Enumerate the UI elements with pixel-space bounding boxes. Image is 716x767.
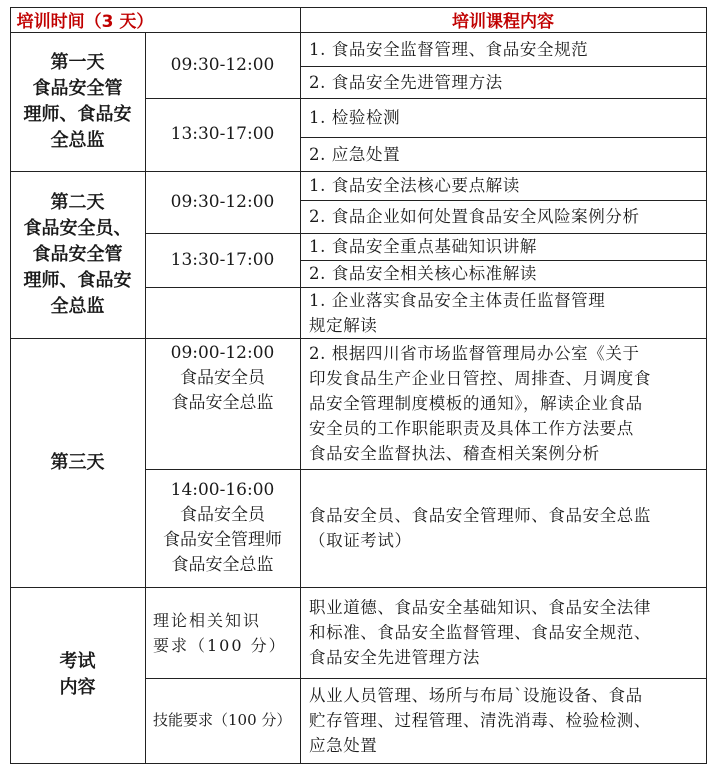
exam-requirement-text [153, 708, 294, 733]
text-line: 13:30-17:00 [170, 249, 275, 270]
text-line: 1. 食品安全监督管理、食品安全规范 [309, 39, 589, 59]
day-label-2 [10, 171, 145, 338]
header-time: 培训时间（3 天） [16, 12, 154, 32]
course-item-text [309, 204, 700, 229]
text-line: 和标准、食品安全监督管理、食品安全规范、 [309, 623, 651, 642]
header-course: 培训课程内容 [452, 12, 554, 32]
text-line: 09:00-12:00 [170, 342, 275, 363]
exam-content-text [309, 683, 700, 758]
text-line: 内容 [59, 677, 96, 698]
course-item [300, 98, 706, 137]
exam-content [300, 587, 706, 678]
text-line: 2. 应急处置 [309, 144, 401, 164]
course-item-text [309, 234, 700, 259]
text-line: 食品安全总监 [171, 392, 274, 413]
text-line: 食品安全员 [180, 505, 265, 525]
table-rule [706, 32, 707, 763]
course-item [300, 338, 706, 469]
text-line: 贮存管理、过程管理、清洗消毒、检验检测、 [309, 711, 651, 730]
text-line: 食品安全管 [32, 77, 123, 99]
text-line: 理论相关知识 [153, 610, 262, 630]
course-item [300, 200, 706, 233]
text-line: 食品安全先进管理方法 [309, 648, 480, 667]
session-time [145, 98, 300, 171]
text-line: 从业人员管理、场所与布局`设施设备、食品 [309, 686, 643, 705]
text-line: 1. 食品安全法核心要点解读 [309, 176, 520, 195]
session-time [145, 32, 300, 98]
text-line: 13:30-17:00 [170, 124, 275, 144]
text-line: 技能要求（100 分） [153, 711, 292, 729]
text-line: 1. 食品安全重点基础知识讲解 [309, 237, 537, 256]
course-item [300, 233, 706, 260]
text-line: 食品安全员、食品安全管理师、食品安全总监 [309, 506, 651, 525]
text-line: 食品安全员、 [23, 217, 132, 239]
course-item-text [309, 341, 700, 466]
course-item-text [309, 503, 700, 553]
text-line: 理师、食品安 [23, 103, 132, 125]
text-line: 食品安全监督执法、稽查相关案例分析 [309, 444, 600, 463]
course-item-text [309, 288, 700, 338]
day-label-1 [10, 32, 145, 171]
course-item [300, 260, 706, 287]
text-line: 1. 检验检测 [309, 108, 401, 127]
course-item-text [309, 261, 700, 286]
text-line: 品安全管理制度模板的通知》，解读企业食品 [309, 394, 643, 413]
text-line: （取证考试） [309, 531, 412, 550]
course-item-text [309, 142, 700, 167]
text-line: 2. 食品安全先进管理方法 [309, 72, 503, 92]
text-line: 印发食品生产企业日管控、周排查、月调度食 [309, 369, 651, 388]
exam-content-text [309, 595, 700, 670]
course-item-text [309, 173, 700, 198]
session-time [145, 287, 300, 469]
course-item-text [309, 105, 700, 130]
course-item [300, 171, 706, 200]
text-line: 要求（100 分） [153, 635, 287, 655]
exam-content [300, 678, 706, 763]
session-time-text [145, 122, 300, 147]
course-item [300, 287, 706, 338]
text-line: 09:30-12:00 [170, 54, 275, 75]
session-time-text [145, 478, 300, 578]
exam-requirement-text [153, 608, 294, 658]
course-item-text [309, 37, 700, 62]
text-line: 第一天 [50, 51, 105, 73]
text-line: 应急处置 [309, 736, 378, 755]
session-time-text [145, 53, 300, 78]
text-line: 考试 [59, 651, 96, 672]
text-line: 2. 根据四川省市场监督管理局办公室《关于 [309, 344, 640, 363]
text-line: 14:00-16:00 [170, 480, 275, 500]
exam-label [10, 587, 145, 763]
day-label-3 [10, 338, 145, 587]
session-time-text [145, 190, 300, 215]
table-rule [10, 763, 707, 764]
text-line: 食品安全管 [32, 243, 123, 265]
exam-requirement [145, 678, 300, 763]
day-label-1-text [10, 50, 145, 154]
table-rule [706, 7, 707, 32]
course-item-text [309, 70, 700, 95]
session-time-text [145, 341, 300, 416]
course-item [300, 32, 706, 66]
text-line: 食品安全员 [180, 367, 265, 388]
text-line: 规定解读 [309, 315, 378, 335]
text-line: 2. 食品安全相关核心标准解读 [309, 264, 537, 283]
text-line: 食品安全管理师 [163, 530, 282, 550]
text-line: 职业道德、食品安全基础知识、食品安全法律 [309, 598, 651, 617]
text-line: 全总监 [50, 295, 105, 317]
text-line: 理师、食品安 [23, 269, 132, 291]
session-time [145, 171, 300, 233]
text-line: 1. 企业落实食品安全主体责任监督管理 [309, 290, 606, 310]
text-line: 食品安全总监 [171, 555, 274, 575]
text-line: 第二天 [50, 191, 105, 213]
course-item [300, 137, 706, 171]
text-line: 第三天 [50, 451, 105, 473]
session-time [145, 469, 300, 587]
course-item [300, 66, 706, 98]
text-line: 全总监 [50, 129, 105, 151]
day-label-2-text [10, 190, 145, 320]
session-time [145, 233, 300, 287]
session-time-text [145, 248, 300, 273]
text-line: 2. 食品企业如何处置食品安全风险案例分析 [309, 207, 640, 226]
course-item [300, 469, 706, 587]
text-line: 09:30-12:00 [170, 191, 275, 212]
exam-label-text [10, 649, 145, 701]
text-line: 安全员的工作职能职责及具体工作方法要点 [309, 419, 634, 438]
exam-requirement [145, 587, 300, 678]
day-label-3-text [10, 450, 145, 476]
